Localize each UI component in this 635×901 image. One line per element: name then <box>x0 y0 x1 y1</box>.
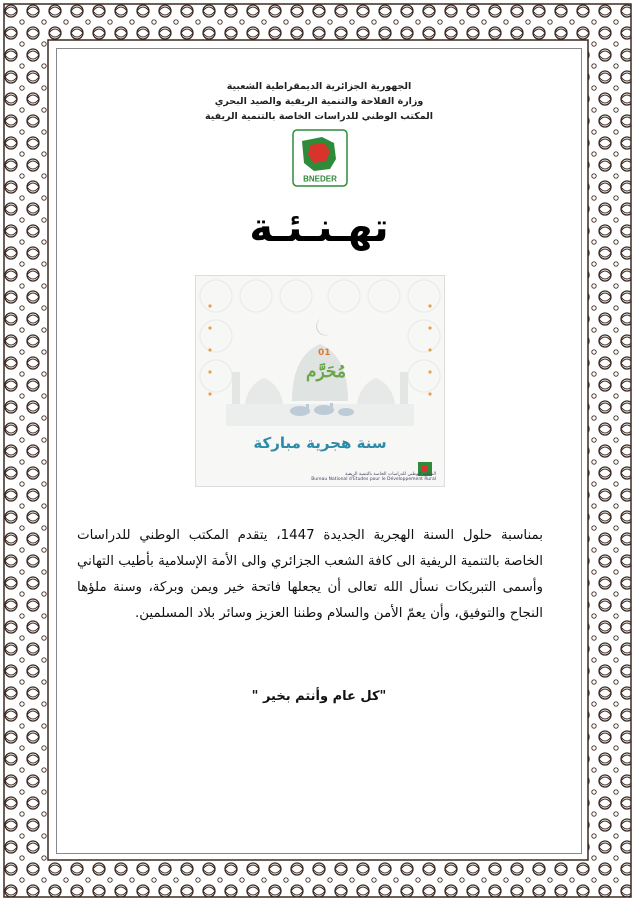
institution-header <box>57 79 581 124</box>
card-footer <box>286 472 436 482</box>
closing-wish: "كل عام وأنتم بخير " <box>251 689 387 704</box>
congratulation-paragraph: بمناسبة حلول السنة الهجرية الجديدة 1447، يتقدم المكتب الوطني للدراسات الخاصة بالتنمية الريفية الى كافة الشعب الجزائري والى الأمة الإسلامية بأطيب التهاني وأسمى التبريكات نسأل الله تعالى أن يجعلها فاتحة خير ويمن وبركة، وسنة ملؤها النجاح والتوفيق، وأن يعمّ الأمن والسلام وطننا العزيز وسائر بلاد المسلمين. <box>77 528 544 621</box>
header-line-ministry: وزارة الفلاحة والتنمية الريفية والصيد البحري <box>214 96 424 107</box>
header-line-republic: الجهورية الجزائرية الديمقراطية الشعبية <box>226 81 412 92</box>
card-number: 01 <box>318 348 331 358</box>
card-footer-french: Bureau National d'Etudes pour le Développement Rural <box>311 477 436 482</box>
document-page <box>56 48 582 854</box>
page-title: تهـنـئـة <box>249 205 389 251</box>
logo-text: BNEDER <box>303 174 337 184</box>
greeting-card-image <box>195 275 445 487</box>
card-month-name: مُحَرَّم <box>306 362 346 382</box>
card-footer-arabic: المكتب الوطني للدراسات الخاصة بالتنمية الريفية <box>345 472 436 477</box>
bneder-logo <box>292 129 348 187</box>
header-line-office: المكتب الوطني للدراسات الخاصة بالتنمية الريفية <box>205 111 433 122</box>
card-greeting: سنة هجرية مباركة <box>253 434 387 452</box>
